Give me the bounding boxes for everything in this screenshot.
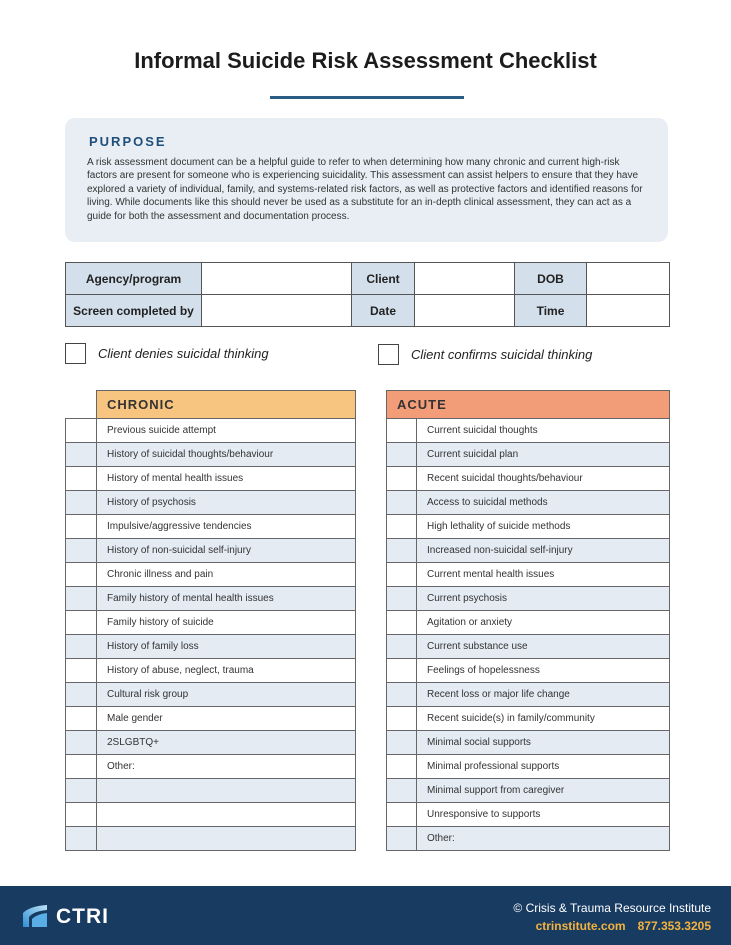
chronic-item: Family history of suicide <box>97 611 356 635</box>
acute-item: Minimal social supports <box>417 731 670 755</box>
chronic-item: History of suicidal thoughts/behaviour <box>97 443 356 467</box>
acute-item: Current mental health issues <box>417 563 670 587</box>
chronic-checkbox[interactable] <box>66 779 97 803</box>
footer <box>0 886 731 945</box>
chronic-item <box>97 827 356 851</box>
acute-item: Minimal support from caregiver <box>417 779 670 803</box>
chronic-checkbox[interactable] <box>66 539 97 563</box>
acute-checkbox[interactable] <box>387 803 417 827</box>
page-title: Informal Suicide Risk Assessment Checklist <box>134 48 597 73</box>
client-field[interactable] <box>415 263 515 295</box>
acute-item: Access to suicidal methods <box>417 491 670 515</box>
acute-item: Recent suicidal thoughts/behaviour <box>417 467 670 491</box>
table-row <box>66 587 670 611</box>
date-label: Date <box>352 295 415 327</box>
title-underline <box>270 96 464 99</box>
acute-checkbox[interactable] <box>387 563 417 587</box>
acute-checkbox[interactable] <box>387 419 417 443</box>
chronic-checkbox[interactable] <box>66 683 97 707</box>
info-row-2 <box>66 295 670 327</box>
chronic-checkbox[interactable] <box>66 803 97 827</box>
table-row <box>66 443 670 467</box>
table-row <box>66 755 670 779</box>
table-row <box>66 803 670 827</box>
chronic-checkbox[interactable] <box>66 491 97 515</box>
acute-checkbox[interactable] <box>387 827 417 851</box>
acute-item: Other: <box>417 827 670 851</box>
table-row <box>66 635 670 659</box>
info-row-1 <box>66 263 670 295</box>
acute-checkbox[interactable] <box>387 755 417 779</box>
acute-item: Unresponsive to supports <box>417 803 670 827</box>
chronic-item: History of non-suicidal self-injury <box>97 539 356 563</box>
chronic-item: Previous suicide attempt <box>97 419 356 443</box>
purpose-panel <box>65 118 668 242</box>
chronic-item: History of psychosis <box>97 491 356 515</box>
time-field[interactable] <box>587 295 670 327</box>
acute-checkbox[interactable] <box>387 443 417 467</box>
acute-checkbox[interactable] <box>387 539 417 563</box>
chronic-item: Male gender <box>97 707 356 731</box>
chronic-item: Family history of mental health issues <box>97 587 356 611</box>
table-row <box>66 611 670 635</box>
acute-checkbox[interactable] <box>387 515 417 539</box>
ctri-logo-icon <box>22 904 48 928</box>
dob-field[interactable] <box>587 263 670 295</box>
table-row <box>66 467 670 491</box>
confirms-checkbox[interactable] <box>378 344 399 365</box>
acute-checkbox[interactable] <box>387 731 417 755</box>
chronic-checkbox[interactable] <box>66 755 97 779</box>
org-name: © Crisis & Trauma Resource Institute <box>513 901 711 915</box>
client-info-table <box>65 262 670 327</box>
table-row <box>66 491 670 515</box>
chronic-checkbox[interactable] <box>66 587 97 611</box>
chronic-item: History of family loss <box>97 635 356 659</box>
chronic-checkbox[interactable] <box>66 563 97 587</box>
acute-item: Agitation or anxiety <box>417 611 670 635</box>
acute-checkbox[interactable] <box>387 659 417 683</box>
chronic-checkbox[interactable] <box>66 515 97 539</box>
chronic-item: History of mental health issues <box>97 467 356 491</box>
acute-item: Current suicidal thoughts <box>417 419 670 443</box>
chronic-item <box>97 803 356 827</box>
table-row <box>66 827 670 851</box>
acute-heading: ACUTE <box>387 391 670 419</box>
logo-text: CTRI <box>56 905 109 928</box>
risk-header-row <box>66 391 670 419</box>
acute-item: Current suicidal plan <box>417 443 670 467</box>
acute-checkbox[interactable] <box>387 635 417 659</box>
acute-item: Recent loss or major life change <box>417 683 670 707</box>
purpose-heading: PURPOSE <box>89 134 167 149</box>
chronic-checkbox[interactable] <box>66 731 97 755</box>
chronic-heading: CHRONIC <box>97 391 356 419</box>
chronic-checkbox[interactable] <box>66 419 97 443</box>
confirms-option[interactable] <box>378 344 592 365</box>
acute-checkbox[interactable] <box>387 467 417 491</box>
acute-checkbox[interactable] <box>387 491 417 515</box>
table-row <box>66 539 670 563</box>
client-label: Client <box>352 263 415 295</box>
acute-item: Minimal professional supports <box>417 755 670 779</box>
table-row <box>66 683 670 707</box>
table-row <box>66 563 670 587</box>
chronic-checkbox[interactable] <box>66 443 97 467</box>
chronic-item: History of abuse, neglect, trauma <box>97 659 356 683</box>
denies-checkbox[interactable] <box>65 343 86 364</box>
acute-item: Feelings of hopelessness <box>417 659 670 683</box>
contact-line <box>536 919 711 933</box>
table-row <box>66 707 670 731</box>
acute-item: Current psychosis <box>417 587 670 611</box>
chronic-item: Chronic illness and pain <box>97 563 356 587</box>
table-row <box>66 515 670 539</box>
chronic-checkbox[interactable] <box>66 611 97 635</box>
chronic-item: 2SLGBTQ+ <box>97 731 356 755</box>
chronic-item <box>97 779 356 803</box>
denies-label: Client denies suicidal thinking <box>98 346 269 361</box>
website-link[interactable]: ctrinstitute.com <box>535 919 626 933</box>
screen-completed-label: Screen completed by <box>66 295 202 327</box>
acute-checkbox[interactable] <box>387 779 417 803</box>
screen-completed-field[interactable] <box>202 295 352 327</box>
chronic-checkbox[interactable] <box>66 707 97 731</box>
chronic-item: Impulsive/aggressive tendencies <box>97 515 356 539</box>
acute-item: High lethality of suicide methods <box>417 515 670 539</box>
acute-checkbox[interactable] <box>387 683 417 707</box>
risk-factor-table <box>65 390 670 851</box>
dob-label: DOB <box>515 263 587 295</box>
purpose-text: A risk assessment document can be a helpful guide to refer to when determining how many chronic and current high-risk factors are present for someone who is experiencing suicidality. This assessment can assist helpers to ensure that they have explored a variety of individual, family, and systems-related risk factors, as well as protective factors and identified reasons for living. While documents like this should never be used as a substitute for an in-depth clinical assessment, they can act as a guide for both the assessment and documentation process. <box>87 157 643 222</box>
acute-checkbox[interactable] <box>387 707 417 731</box>
chronic-item: Cultural risk group <box>97 683 356 707</box>
table-row <box>66 419 670 443</box>
acute-item: Increased non-suicidal self-injury <box>417 539 670 563</box>
chronic-item: Other: <box>97 755 356 779</box>
phone-number[interactable]: 877.353.3205 <box>637 919 711 933</box>
agency-label: Agency/program <box>66 263 202 295</box>
confirms-label: Client confirms suicidal thinking <box>411 347 593 362</box>
date-field[interactable] <box>415 295 515 327</box>
agency-field[interactable] <box>202 263 352 295</box>
denies-option[interactable] <box>65 343 269 364</box>
chronic-checkbox[interactable] <box>66 827 97 851</box>
acute-item: Recent suicide(s) in family/community <box>417 707 670 731</box>
acute-checkbox[interactable] <box>387 587 417 611</box>
chronic-checkbox[interactable] <box>66 659 97 683</box>
acute-item: Current substance use <box>417 635 670 659</box>
table-row <box>66 731 670 755</box>
chronic-checkbox[interactable] <box>66 635 97 659</box>
time-label: Time <box>515 295 587 327</box>
table-row <box>66 779 670 803</box>
table-row <box>66 659 670 683</box>
acute-checkbox[interactable] <box>387 611 417 635</box>
chronic-checkbox[interactable] <box>66 467 97 491</box>
